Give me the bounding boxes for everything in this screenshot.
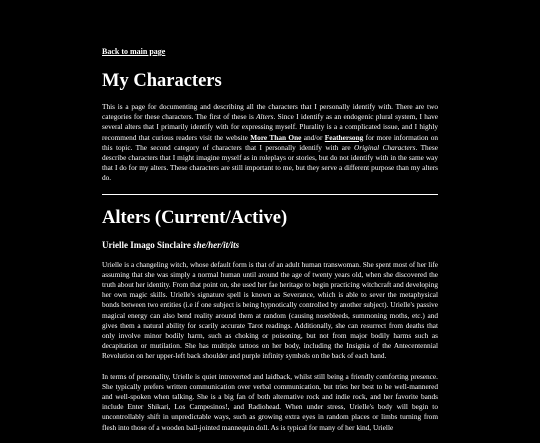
alters-section-heading: Alters (Current/Active) [102,207,288,228]
intro-text-4: for more information on this topic. The second category of characters that I personally identify with are [102,132,438,152]
page-title: My Characters [102,71,222,91]
more-than-one-link[interactable]: More Than One [250,132,302,142]
intro-text-3: and/or [301,132,325,142]
character-name-heading [102,239,438,251]
alters-emphasis: Alters [256,112,274,122]
character-description-1: Urielle is a changeling witch, whose default form is that of an adult human transwoman. She spent most of her life assuming that she was simply a normal human until around the age of twenty years old, when she discovered the truth about her identity. From that point on, she used her fae heritage to begin practicing witchcraft and developing her own magic skills. Urielle's signature spell is known as Severance, which is able to sever the metaphysical bonds between two entities (i.e if one subject is being hypnotically controlled by another subject). Urielle's passive magical energy can also bend reality around them at random (causing nosebleeds, summoning moths, etc.) and gives them a natural ability for scarily accurate Tarot readings. Additionally, she can resurrect from deaths that only involve minor bodily harm, such as choking or poisoning, but not from major bodily harms such as decapitation or mutilation. She has multiple tattoos on her body, including the Insignia of the Antecentennial Revolution on her upper-left back shoulder and purple infinity symbols on the back of each hand. [102,259,438,361]
back-to-main-link[interactable]: Back to main page [102,47,166,56]
character-pronouns: she/her/it/its [193,239,240,250]
main-content [102,46,438,443]
character-description-2: In terms of personality, Urielle is quiet introverted and laidback, whilst still being a friendly comforting presence. She typically prefers written communication over verbal communication, but tries her best to be well-mannered and well-spoken when talking. She is a big fan of both alternative rock and indie rock, and her favorite bands include Enter Shikari, Los Campesinos!, and Radiohead. When under stress, Urielle's body will begin to uncontrollably shift in unpredictable ways, such as growing extra eyes in random places or limbs turning from flesh into those of a wooden ball-jointed mannequin doll. As is typical for many of her kind, Urielle [102,371,438,432]
intro-paragraph [102,102,438,184]
intro-text-1: This is a page for documenting and describing all the characters that I personally identify with. There are two categories for these characters. The first of these is [102,102,438,122]
intro-text-5: . These describe characters that I might imagine myself as in roleplays or stories, but do not identify with in the same way that I do for my alters. These characters are still important to me, but they serve a different purpose than my alters do. [102,142,438,183]
original-characters-emphasis: Original Characters [354,142,416,152]
character-name: Urielle Imago Sinclaire [102,239,194,250]
feathersong-link[interactable]: Feathersong [324,132,364,142]
section-divider [102,194,438,195]
intro-text-2: . Since I identify as an endogenic plural system, I have several alters that I primarily identify with for expressing myself. Plurality is a a complicated issue, and I highly recommend that curious readers visit the website [102,112,438,142]
